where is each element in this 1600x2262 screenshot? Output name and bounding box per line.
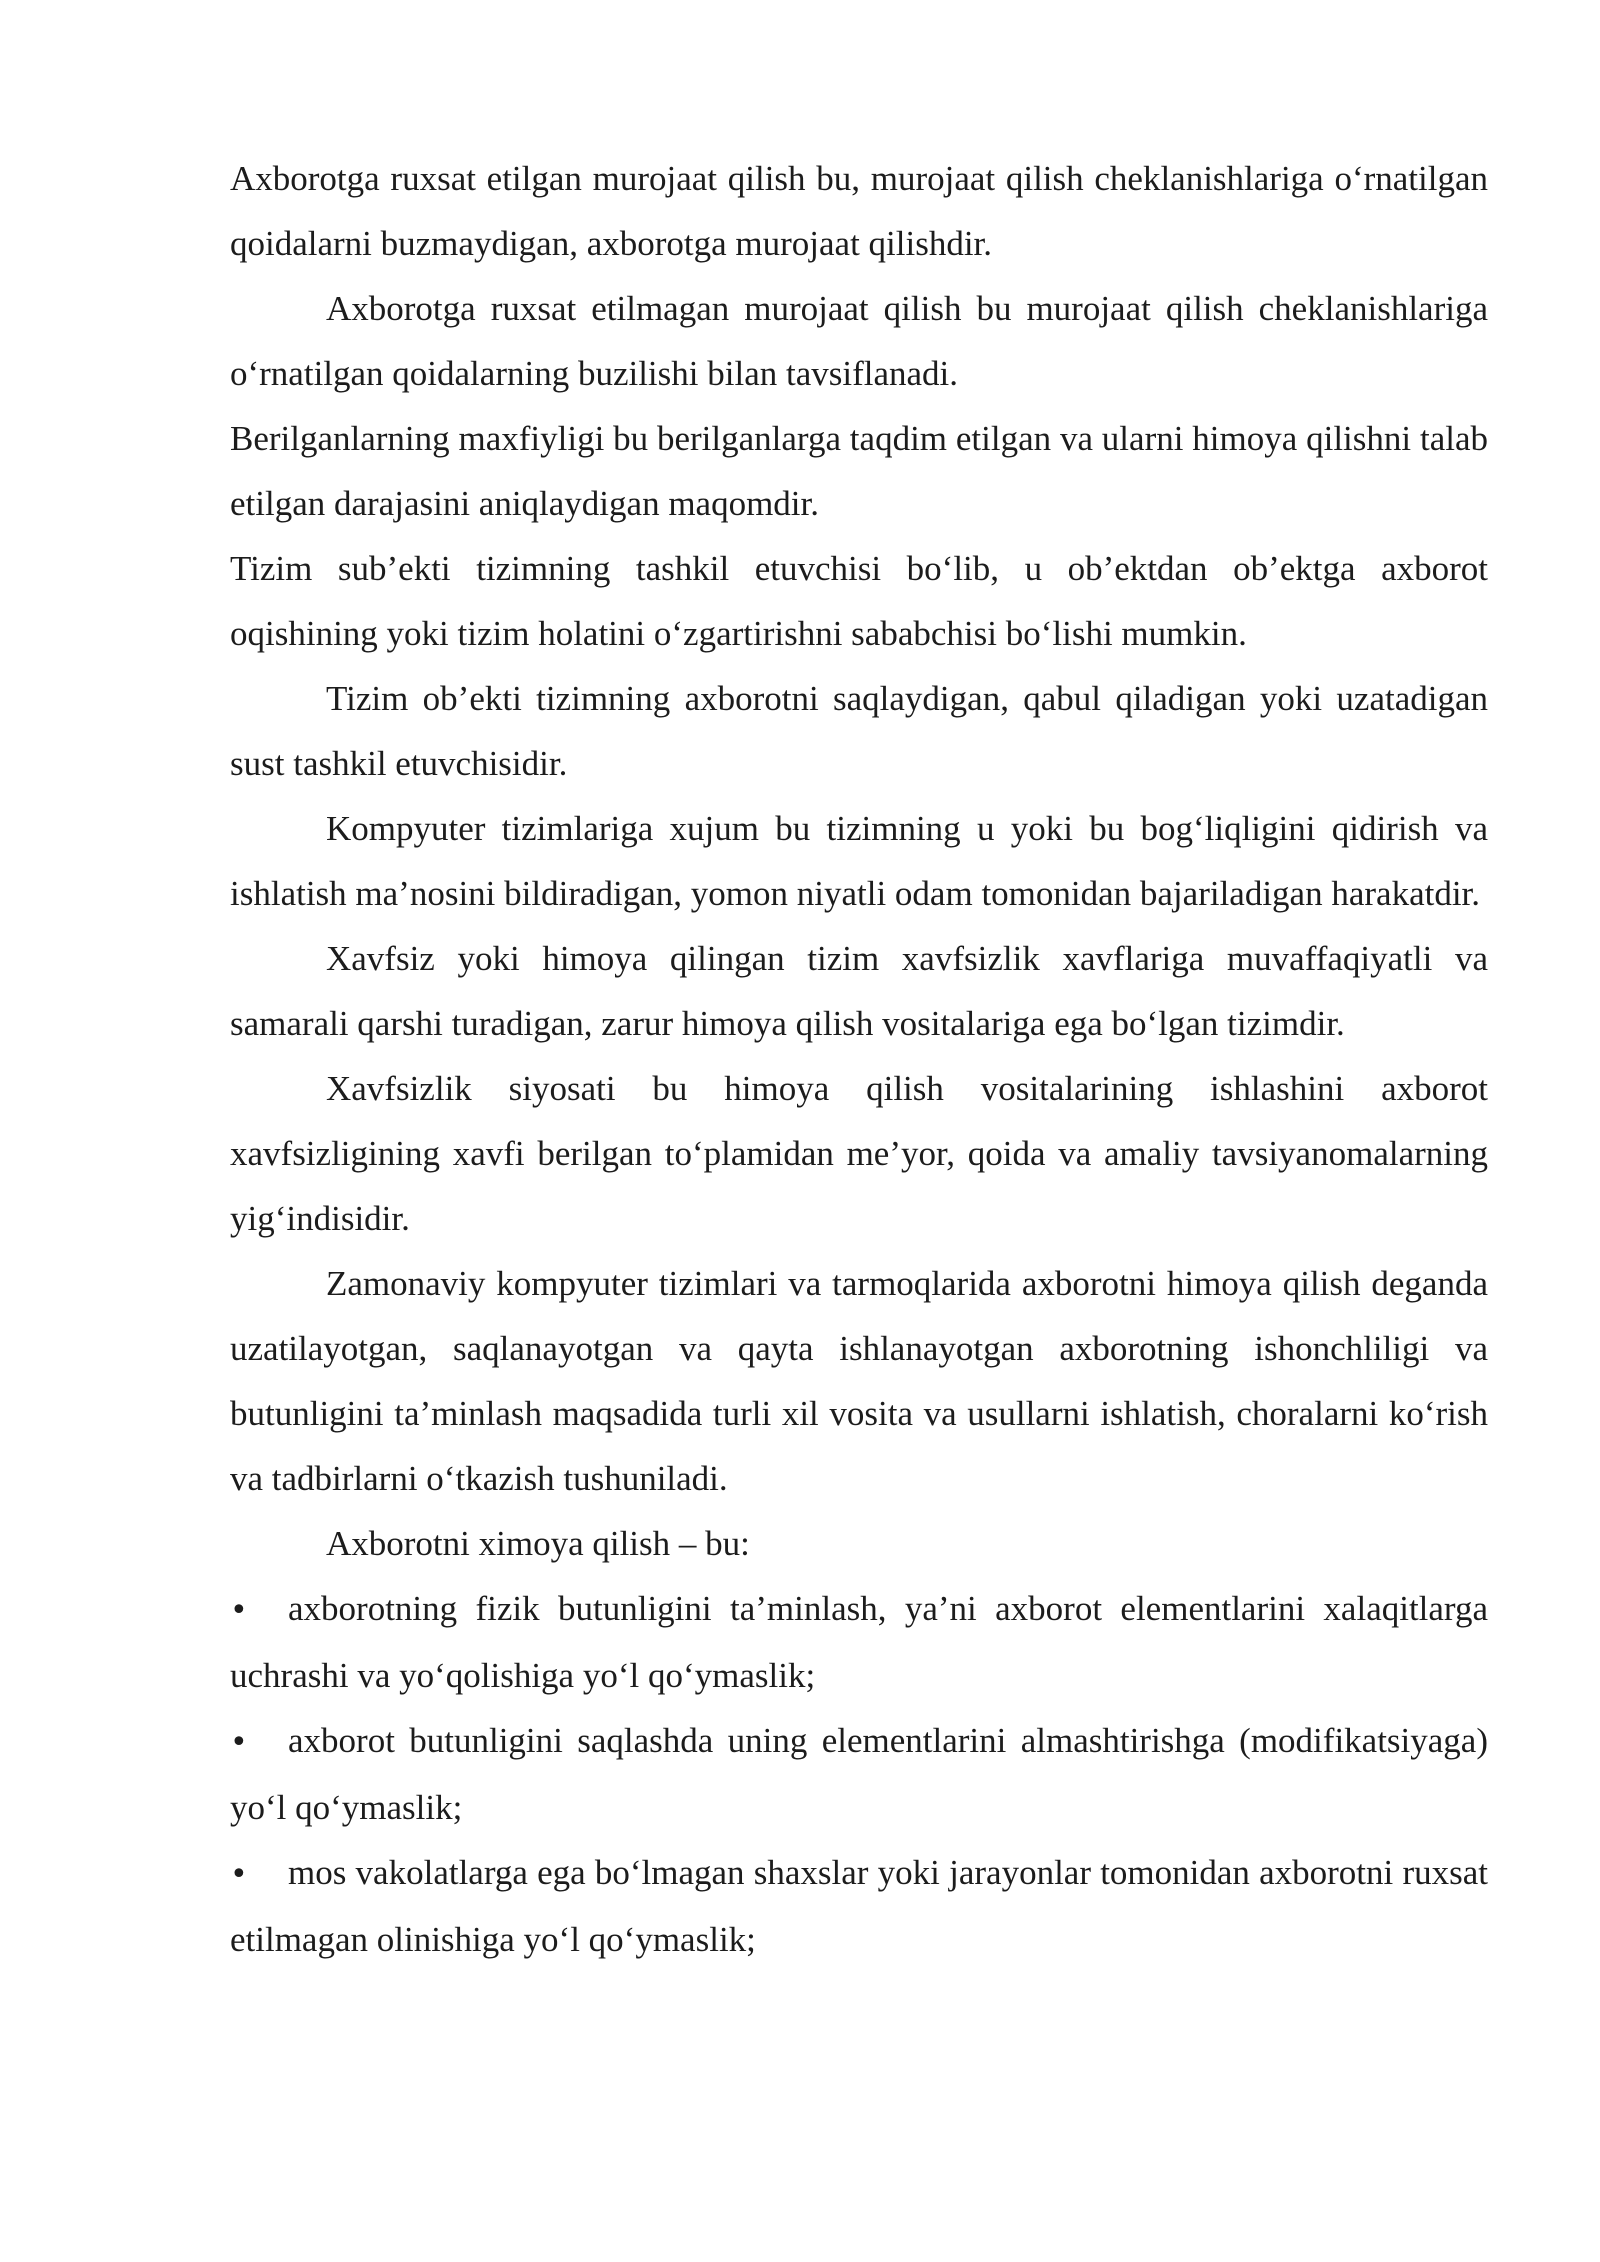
paragraph-protection-intro: Axborotni ximoya qilish – bu: xyxy=(326,1524,750,1563)
paragraph-system-subject: Tizim sub’ekti tizimning tashkil etuvchisi bo‘lib, u ob’ektdan ob’ektga axborot oqishining yoki tizim holatini o‘zgartirishni sababchisi bo‘lishi mumkin. xyxy=(230,549,1488,653)
document-body xyxy=(230,146,1488,1972)
paragraph-authorized-access: Axborotga ruxsat etilgan murojaat qilish bu, murojaat qilish cheklanishlariga o‘rnatilgan qoidalarni buzmaydigan, axborotga murojaat qilishdir. xyxy=(230,159,1488,263)
bullet-icon: • xyxy=(230,1857,248,1892)
bullet-item xyxy=(230,1576,1488,1708)
paragraph-information-protection: Zamonaviy kompyuter tizimlari va tarmoqlarida axborotni himoya qilish deganda uzatilayotgan, saqlanayotgan va qayta ishlanayotgan axborotning ishonchliligi va butunligini ta’minlash maqsadida turli xil vosita va usullarni ishlatish, choralarni ko‘rish va tadbirlarni o‘tkazish tushuniladi. xyxy=(230,1264,1488,1498)
bullet-text: axborot butunligini saqlashda uning elementlarini almashtirishga (modifikatsiyaga) yo‘l qo‘ymaslik; xyxy=(230,1721,1488,1827)
bullet-item xyxy=(230,1708,1488,1840)
paragraph-system-object: Tizim ob’ekti tizimning axborotni saqlaydigan, qabul qiladigan yoki uzatadigan sust tashkil etuvchisidir. xyxy=(230,679,1488,783)
bullet-icon: • xyxy=(230,1593,248,1628)
paragraph-data-confidentiality: Berilganlarning maxfiyligi bu berilganlarga taqdim etilgan va ularni himoya qilishni talab etilgan darajasini aniqlaydigan maqomdir. xyxy=(230,419,1488,523)
paragraph-computer-attack: Kompyuter tizimlariga xujum bu tizimning u yoki bu bog‘liqligini qidirish va ishlatish ma’nosini bildiradigan, yomon niyatli odam tomonidan bajariladigan harakatdir. xyxy=(230,809,1488,913)
paragraph-unauthorized-access: Axborotga ruxsat etilmagan murojaat qilish bu murojaat qilish cheklanishlariga o‘rnatilgan qoidalarning buzilishi bilan tavsiflanadi. xyxy=(230,289,1488,393)
paragraph-secure-system: Xavfsiz yoki himoya qilingan tizim xavfsizlik xavflariga muvaffaqiyatli va samarali qarshi turadigan, zarur himoya qilish vositalariga ega bo‘lgan tizimdir. xyxy=(230,939,1488,1043)
bullet-text: mos vakolatlarga ega bo‘lmagan shaxslar yoki jarayonlar tomonidan axborotni ruxsat etilmagan olinishiga yo‘l qo‘ymaslik; xyxy=(230,1853,1488,1959)
bullet-icon: • xyxy=(230,1725,248,1760)
paragraph-security-policy: Xavfsizlik siyosati bu himoya qilish vositalarining ishlashini axborot xavfsizligining xavfi berilgan to‘plamidan me’yor, qoida va amaliy tavsiyanomalarning yig‘indisidir. xyxy=(230,1069,1488,1238)
bullet-text: axborotning fizik butunligini ta’minlash, ya’ni axborot elementlarini xalaqitlarga uchrashi va yo‘qolishiga yo‘l qo‘ymaslik; xyxy=(230,1589,1488,1695)
bullet-item xyxy=(230,1840,1488,1972)
